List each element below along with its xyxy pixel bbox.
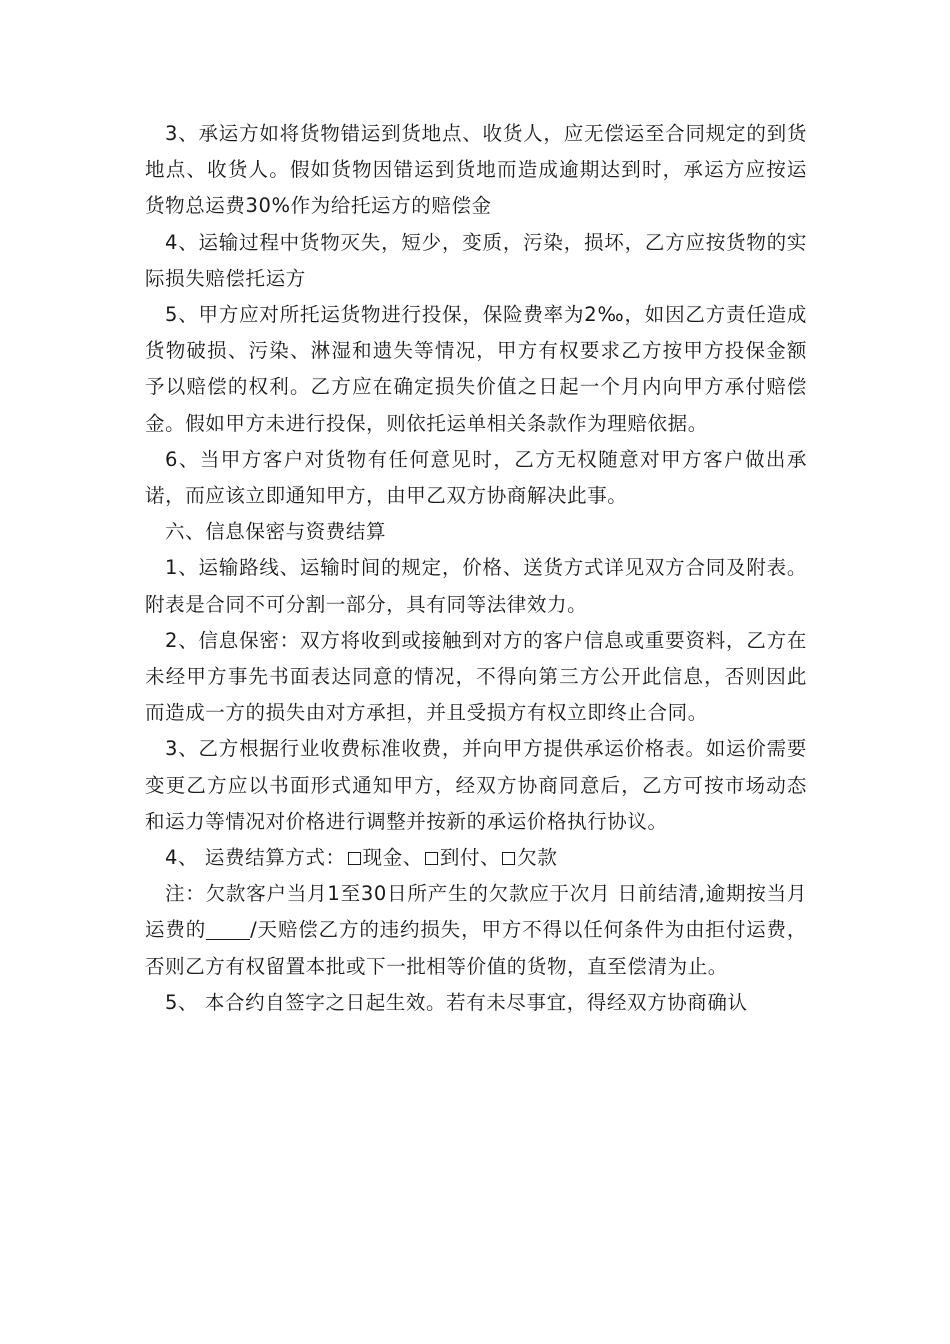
- document-body: [145, 116, 807, 1021]
- payment-note: [145, 876, 807, 985]
- payment-prefix: 4、 运费结算方式：: [165, 846, 346, 870]
- section-heading-six: 六、信息保密与资费结算: [165, 520, 387, 544]
- section6-clause-2: 2、信息保密：双方将收到或接触到对方的客户信息或重要资料，乙方在未经甲方事先书面表达同意的情况，不得向第三方公开此信息，否则因此而造成一方的损失由对方承担，并且受损方有权立即终止合同。: [145, 628, 807, 725]
- payment-option-cash: 现金、: [362, 846, 423, 870]
- checkbox-credit[interactable]: [502, 852, 515, 865]
- section6-clause-5-effective: 5、 本合约自签字之日起生效。若有未尽事宜，得经双方协商确认: [165, 990, 748, 1014]
- clause-4-loss: 4、运输过程中货物灭失，短少，变质，污染，损坏，乙方应按货物的实际损失赔偿托运方: [145, 230, 807, 290]
- section6-clause-3: 3、乙方根据行业收费标准收费，并向甲方提供承运价格表。如运价需要变更乙方应以书面形式通知甲方，经双方协商同意后，乙方可按市场动态和运力等情况对价格进行调整并按新的承运价格执行协议。: [145, 737, 807, 833]
- payment-option-credit: 欠款: [517, 846, 558, 870]
- payment-option-cod: 到付、: [439, 846, 501, 870]
- note-text-part2: /天赔偿乙方的违约损失，甲方不得以任何条件为由拒付运费，否则乙方有权留置本批或下一批相等价值的货物，直至偿清为止。: [145, 918, 807, 978]
- section6-clause-1: 1、运输路线、运输时间的规定，价格、送货方式详见双方合同及附表。附表是合同不可分割一部分，具有同等法律效力。: [145, 556, 807, 616]
- checkbox-cash[interactable]: [348, 852, 361, 865]
- clause-6-customer-opinion: 6、当甲方客户对货物有任何意见时，乙方无权随意对甲方客户做出承诺，而应该立即通知甲方，由甲乙双方协商解决此事。: [145, 447, 807, 508]
- section6-clause-4-payment: [145, 840, 807, 876]
- checkbox-cod[interactable]: [425, 852, 438, 865]
- clause-5-insurance: 5、甲方应对所托运货物进行投保，保险费率为2‰，如因乙方责任造成货物破损、污染、淋湿和遗失等情况，甲方有权要求乙方按甲方投保金额予以赔偿的权利。乙方应在确定损失价值之日起一个月内向甲方承付赔偿金。假如甲方未进行投保，则依托运单相关条款作为理赔依据。: [145, 303, 807, 435]
- clause-3-misdelivery: 3、承运方如将货物错运到货地点、收货人，应无偿运至合同规定的到货地点、收货人。假如货物因错运到货地而造成逾期达到时，承运方应按运货物总运费30%作为给托运方的赔偿金: [145, 122, 807, 218]
- rate-blank[interactable]: [206, 919, 250, 940]
- note-text-part1: 注：欠款客户当月1至30日所产生的欠款应于次月 日前结清,逾期按当月运费的: [145, 882, 807, 942]
